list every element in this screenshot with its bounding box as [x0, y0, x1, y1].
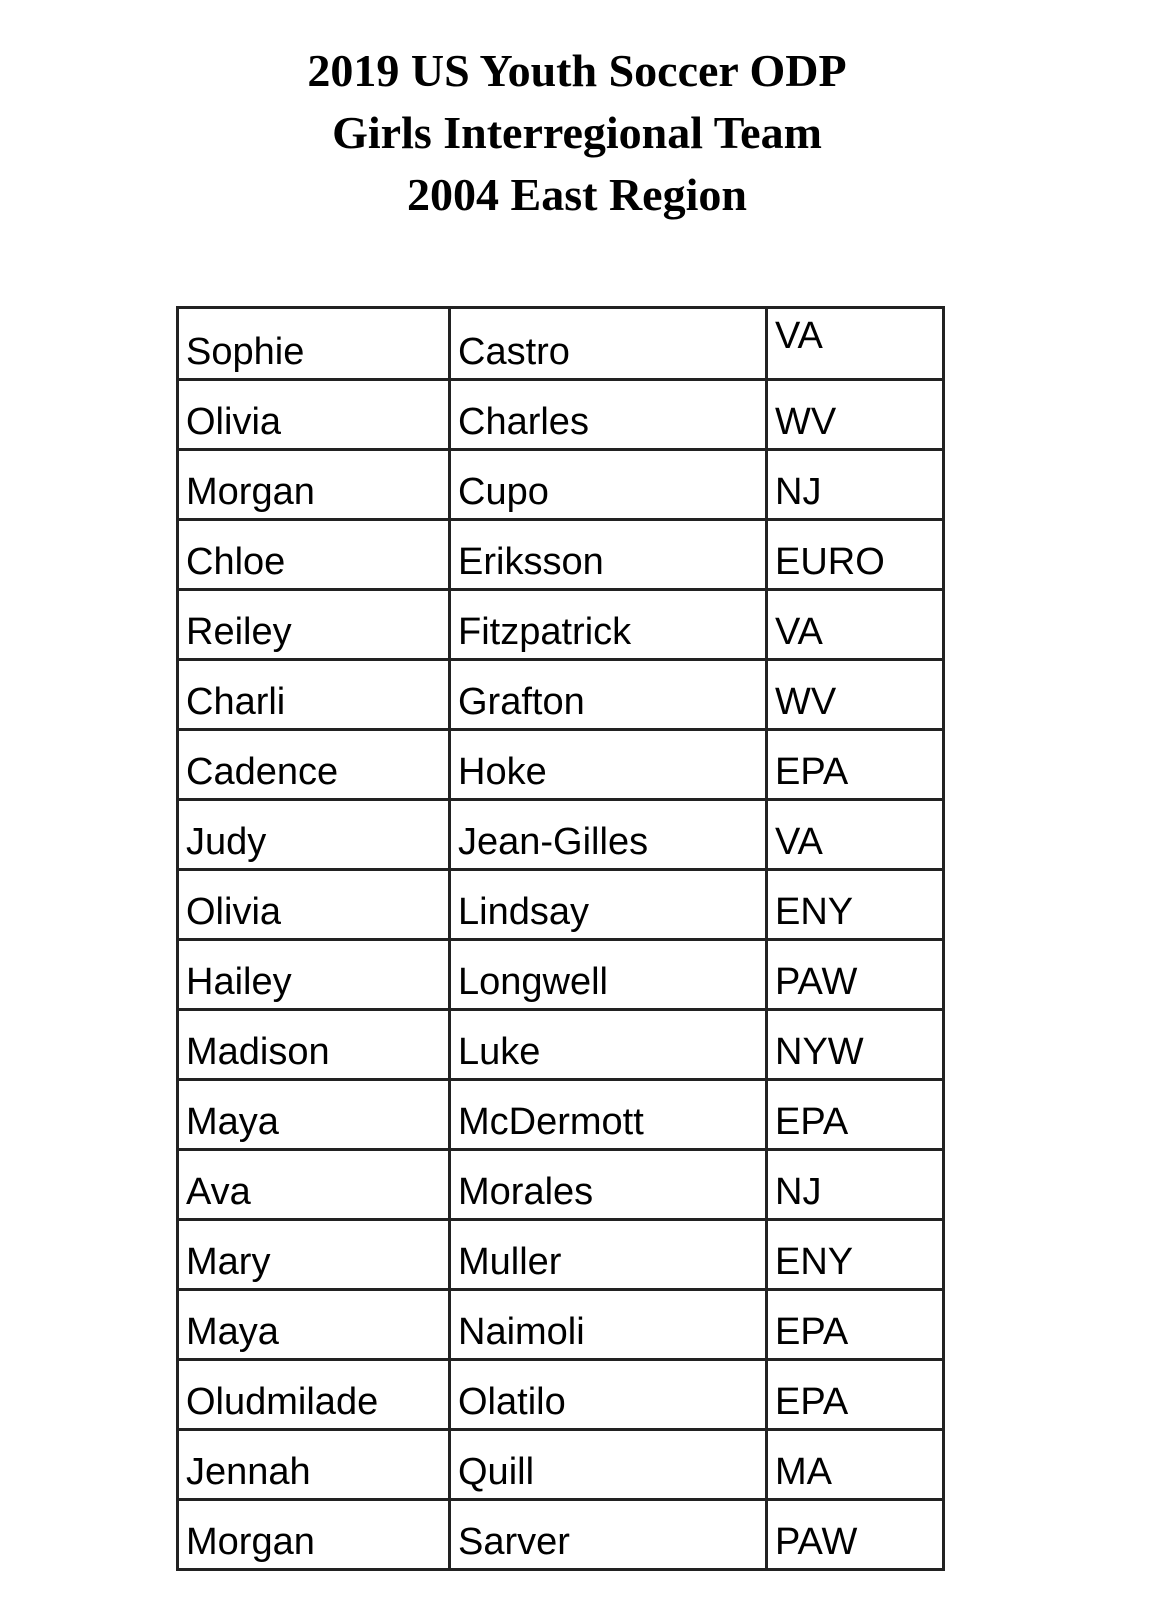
title-line-2: Girls Interregional Team [332, 107, 822, 158]
roster-row [178, 380, 944, 450]
state-cell: EURO [767, 520, 944, 590]
last-name-cell: Fitzpatrick [450, 590, 767, 660]
roster-row [178, 590, 944, 660]
state-cell: EPA [767, 1360, 944, 1430]
state-cell: EPA [767, 1290, 944, 1360]
roster-row [178, 940, 944, 1010]
state-cell: MA [767, 1430, 944, 1500]
roster-row [178, 1500, 944, 1570]
first-name-cell: Charli [178, 660, 450, 730]
first-name-cell: Reiley [178, 590, 450, 660]
roster-row [178, 1010, 944, 1080]
state-cell: VA [767, 308, 944, 380]
roster-row [178, 1080, 944, 1150]
title-line-1: 2019 US Youth Soccer ODP [307, 45, 847, 96]
first-name-cell: Sophie [178, 308, 450, 380]
first-name-cell: Mary [178, 1220, 450, 1290]
last-name-cell: Lindsay [450, 870, 767, 940]
state-cell: NYW [767, 1010, 944, 1080]
first-name-cell: Olivia [178, 870, 450, 940]
roster-row [178, 1430, 944, 1500]
state-cell: EPA [767, 730, 944, 800]
first-name-cell: Oludmilade [178, 1360, 450, 1430]
first-name-cell: Hailey [178, 940, 450, 1010]
state-cell: VA [767, 590, 944, 660]
first-name-cell: Morgan [178, 1500, 450, 1570]
roster-row [178, 1360, 944, 1430]
document-title [0, 40, 1154, 226]
roster-row [178, 450, 944, 520]
title-line-3: 2004 East Region [407, 169, 747, 220]
last-name-cell: Cupo [450, 450, 767, 520]
state-cell: WV [767, 380, 944, 450]
last-name-cell: McDermott [450, 1080, 767, 1150]
first-name-cell: Morgan [178, 450, 450, 520]
first-name-cell: Jennah [178, 1430, 450, 1500]
state-cell: NJ [767, 1150, 944, 1220]
state-cell: PAW [767, 940, 944, 1010]
last-name-cell: Jean-Gilles [450, 800, 767, 870]
first-name-cell: Maya [178, 1290, 450, 1360]
last-name-cell: Olatilo [450, 1360, 767, 1430]
roster-row [178, 730, 944, 800]
roster-row [178, 520, 944, 590]
first-name-cell: Chloe [178, 520, 450, 590]
state-cell: ENY [767, 1220, 944, 1290]
roster-row [178, 870, 944, 940]
roster-row [178, 308, 944, 380]
last-name-cell: Grafton [450, 660, 767, 730]
roster-table-body [178, 308, 944, 1570]
state-cell: PAW [767, 1500, 944, 1570]
roster-table [176, 306, 945, 1571]
state-cell: VA [767, 800, 944, 870]
last-name-cell: Hoke [450, 730, 767, 800]
first-name-cell: Cadence [178, 730, 450, 800]
first-name-cell: Olivia [178, 380, 450, 450]
last-name-cell: Morales [450, 1150, 767, 1220]
roster-row [178, 660, 944, 730]
last-name-cell: Naimoli [450, 1290, 767, 1360]
first-name-cell: Judy [178, 800, 450, 870]
last-name-cell: Longwell [450, 940, 767, 1010]
state-cell: WV [767, 660, 944, 730]
last-name-cell: Castro [450, 308, 767, 380]
state-cell: ENY [767, 870, 944, 940]
last-name-cell: Muller [450, 1220, 767, 1290]
roster-row [178, 1220, 944, 1290]
state-cell: EPA [767, 1080, 944, 1150]
last-name-cell: Eriksson [450, 520, 767, 590]
last-name-cell: Luke [450, 1010, 767, 1080]
first-name-cell: Maya [178, 1080, 450, 1150]
roster-row [178, 800, 944, 870]
last-name-cell: Charles [450, 380, 767, 450]
first-name-cell: Madison [178, 1010, 450, 1080]
state-cell: NJ [767, 450, 944, 520]
first-name-cell: Ava [178, 1150, 450, 1220]
last-name-cell: Sarver [450, 1500, 767, 1570]
roster-row [178, 1290, 944, 1360]
roster-row [178, 1150, 944, 1220]
last-name-cell: Quill [450, 1430, 767, 1500]
